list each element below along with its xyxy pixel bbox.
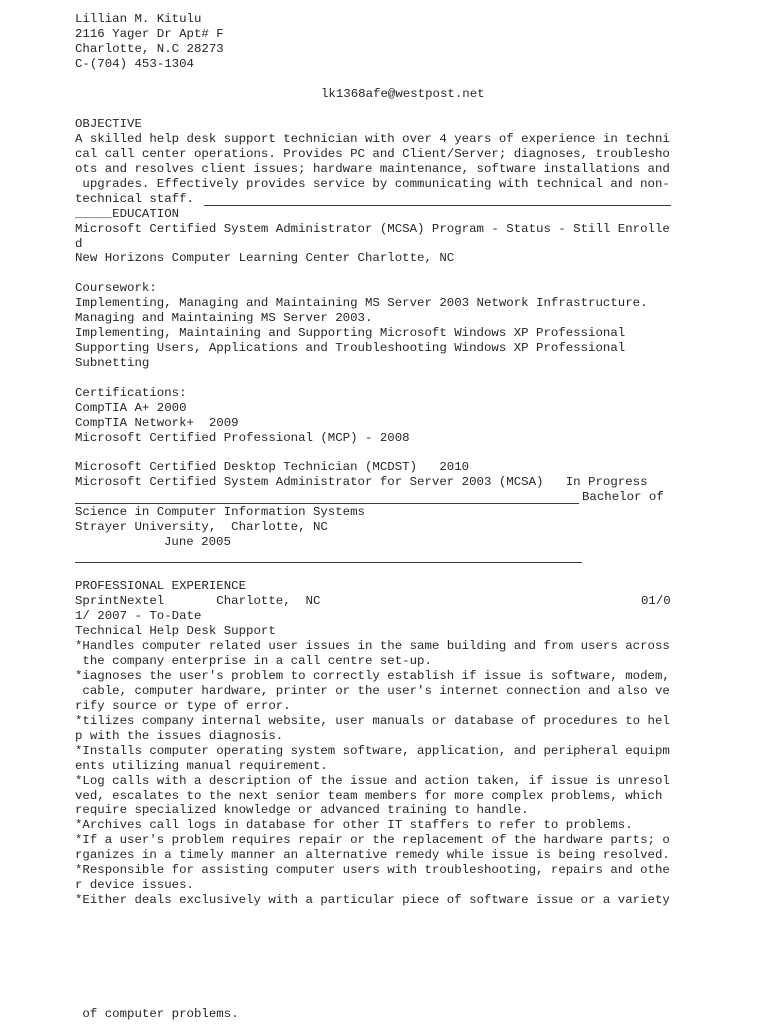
- certification-item: Microsoft Certified Professional (MCP) - 2008: [75, 431, 410, 445]
- duty-line: *Responsible for assisting computer users with troubleshooting, repairs and othe: [75, 863, 670, 877]
- duty-line: p with the issues diagnosis.: [75, 729, 284, 743]
- duty-line: *Handles computer related user issues in the same building and from users across: [75, 639, 670, 653]
- applicant-name: Lillian M. Kitulu: [75, 12, 202, 26]
- duty-line: ents utilizing manual requirement.: [75, 759, 328, 773]
- duty-line: rify source or type of error.: [75, 699, 291, 713]
- objective-line: ots and resolves client issues; hardware maintenance, software installations and: [75, 162, 670, 176]
- experience-heading: PROFESSIONAL EXPERIENCE: [75, 579, 247, 593]
- coursework-item: Managing and Maintaining MS Server 2003.: [75, 311, 373, 325]
- education-line: d: [75, 237, 83, 251]
- duty-line: *iagnoses the user's problem to correctly establish if issue is software, modem,: [75, 669, 670, 683]
- certification-item: Microsoft Certified System Administrator for Server 2003 (MCSA) In Progress: [75, 475, 648, 489]
- employment-date-line: 1/ 2007 - To-Date: [75, 609, 202, 623]
- job-title: Technical Help Desk Support: [75, 624, 276, 638]
- divider-rule: [204, 205, 671, 206]
- employment-date-start: 01/0: [641, 594, 671, 608]
- certification-item: Microsoft Certified Desktop Technician (MCDST) 2010: [75, 460, 470, 474]
- education-heading: _____EDUCATION: [75, 207, 180, 221]
- divider-rule: [75, 562, 582, 563]
- degree-name: Science in Computer Information Systems: [75, 505, 365, 519]
- objective-heading: OBJECTIVE: [75, 117, 142, 131]
- coursework-item: Implementing, Maintaining and Supporting Microsoft Windows XP Professional: [75, 326, 626, 340]
- coursework-item: Supporting Users, Applications and Troubleshooting Windows XP Professional: [75, 341, 626, 355]
- university-name: Strayer University, Charlotte, NC: [75, 520, 328, 534]
- duty-line: *tilizes company internal website, user manuals or database of procedures to hel: [75, 714, 670, 728]
- employer-line: SprintNextel Charlotte, NC: [75, 594, 321, 608]
- duty-line: *Installs computer operating system software, application, and peripheral equipm: [75, 744, 670, 758]
- objective-line: technical staff.: [75, 192, 194, 206]
- duty-line: *Log calls with a description of the issue and action taken, if issue is unresol: [75, 774, 670, 788]
- duty-line: require specialized knowledge or advanced training to handle.: [75, 803, 529, 817]
- duty-line: *If a user's problem requires repair or the replacement of the hardware parts; o: [75, 833, 670, 847]
- duty-line-continuation: of computer problems.: [75, 1007, 239, 1021]
- bachelor-label: Bachelor of: [582, 490, 664, 504]
- certification-item: CompTIA A+ 2000: [75, 401, 187, 415]
- phone-number: C-(704) 453-1304: [75, 57, 194, 71]
- education-line: Microsoft Certified System Administrator (MCSA) Program - Status - Still Enrolle: [75, 222, 670, 236]
- email-address: lk1368afe@westpost.net: [321, 87, 485, 101]
- coursework-item: Subnetting: [75, 356, 150, 370]
- objective-line: A skilled help desk support technician with over 4 years of experience in techni: [75, 132, 670, 146]
- duty-line: *Archives call logs in database for other IT staffers to refer to problems.: [75, 818, 633, 832]
- graduation-date: June 2005: [164, 535, 231, 549]
- address-line-1: 2116 Yager Dr Apt# F: [75, 27, 224, 41]
- divider-rule: [75, 503, 579, 504]
- address-line-2: Charlotte, N.C 28273: [75, 42, 224, 56]
- duty-line: r device issues.: [75, 878, 194, 892]
- duty-line: cable, computer hardware, printer or the user's internet connection and also ve: [75, 684, 670, 698]
- education-line: New Horizons Computer Learning Center Charlotte, NC: [75, 251, 455, 265]
- objective-line: cal call center operations. Provides PC and Client/Server; diagnoses, troublesho: [75, 147, 670, 161]
- duty-line: *Either deals exclusively with a particular piece of software issue or a variety: [75, 893, 670, 907]
- coursework-item: Implementing, Managing and Maintaining MS Server 2003 Network Infrastructure.: [75, 296, 648, 310]
- objective-line: upgrades. Effectively provides service by communicating with technical and non-: [75, 177, 670, 191]
- duty-line: rganizes in a timely manner an alternative remedy while issue is being resolved.: [75, 848, 670, 862]
- duty-line: ved, escalates to the next senior team members for more complex problems, which: [75, 789, 663, 803]
- certification-item: CompTIA Network+ 2009: [75, 416, 239, 430]
- coursework-heading: Coursework:: [75, 281, 157, 295]
- duty-line: the company enterprise in a call centre set-up.: [75, 654, 432, 668]
- certifications-heading: Certifications:: [75, 386, 187, 400]
